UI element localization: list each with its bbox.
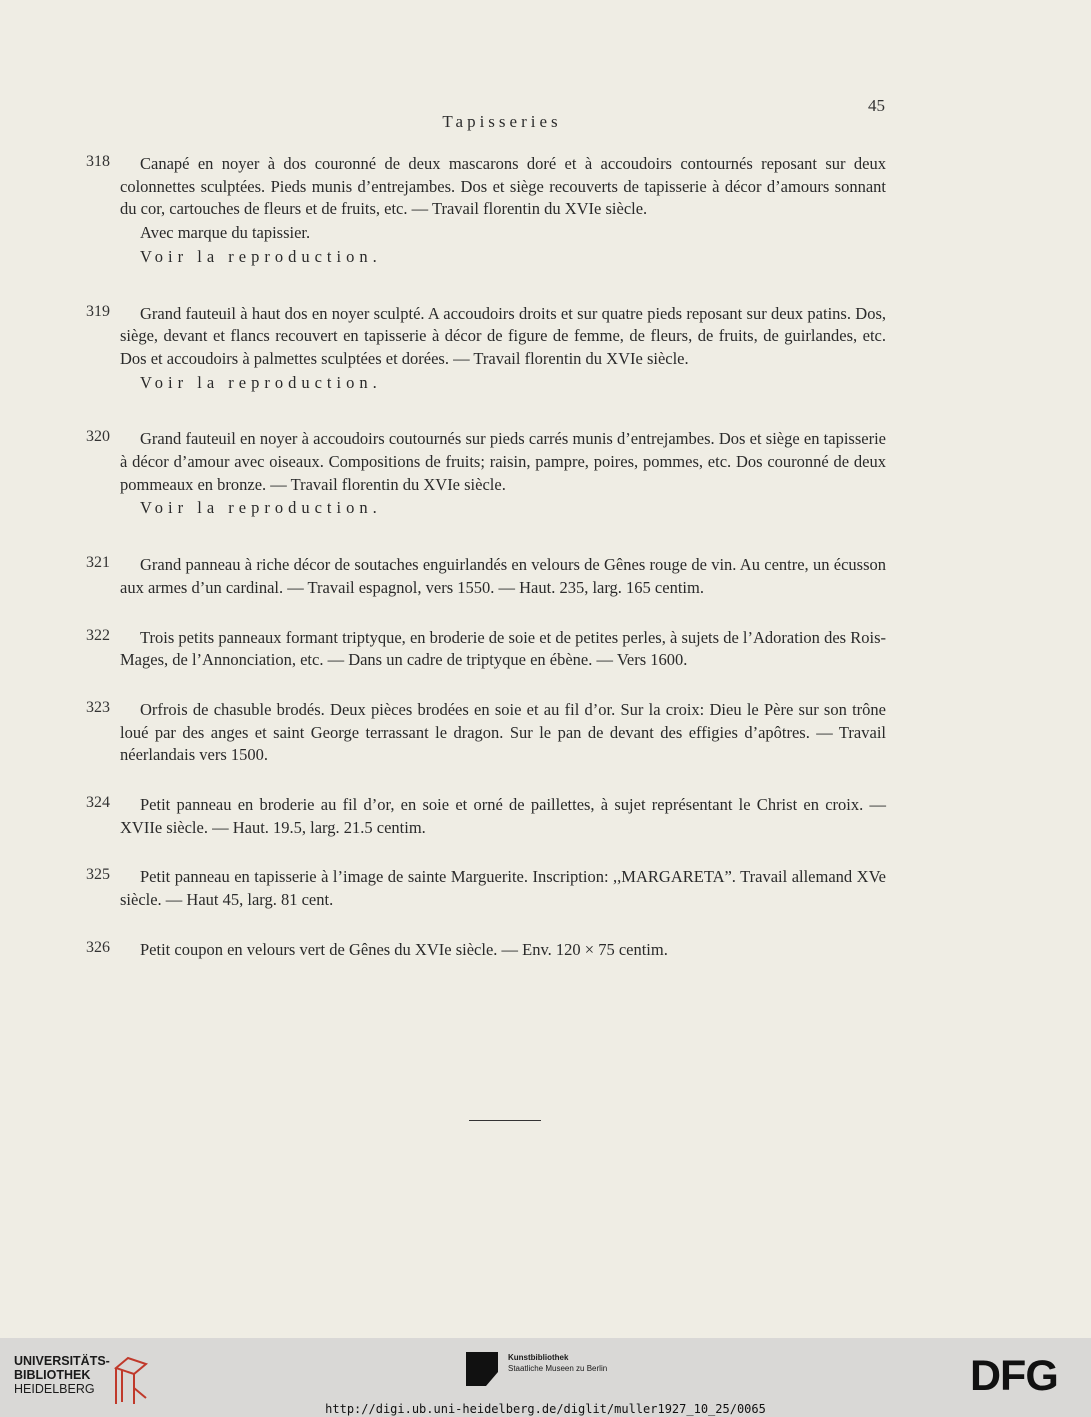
running-title: Tapisseries — [442, 112, 562, 131]
university-emblem-icon — [110, 1354, 150, 1406]
entry-reference: Voir la reproduction. — [140, 246, 382, 266]
dfg-logo[interactable]: DFG — [970, 1352, 1058, 1400]
entry-322 — [86, 627, 886, 672]
source-url[interactable]: http://digi.ub.uni-heidelberg.de/diglit/muller1927_10_25/0065 — [325, 1402, 766, 1416]
catalogue-entries — [86, 153, 886, 976]
kunstbibliothek-logo[interactable] — [466, 1352, 636, 1388]
entry-326 — [86, 939, 886, 962]
entry-text: Orfrois de chasuble brodés. Deux pièces brodées en soie et au fil d’or. Sur la croix: Dieu le Père sur son trône loué par des anges et saint George terrassant le dragon. Sur le pan de devant des effigies d’apôtres. — Travail néerlandais vers 1500. — [120, 699, 886, 765]
entry-325 — [86, 866, 886, 911]
kunstbibliothek-emblem-icon — [466, 1352, 498, 1386]
entry-text: Petit panneau en broderie au fil d’or, en soie et orné de paillettes, à sujet représentant le Christ en croix. — XVIIe siècle. — Haut. 19.5, larg. 21.5 centim. — [120, 795, 886, 837]
entry-number: 321 — [86, 554, 110, 572]
entry-320 — [86, 428, 886, 520]
entry-number: 324 — [86, 794, 110, 812]
entry-number: 325 — [86, 866, 110, 884]
entry-319 — [86, 303, 886, 395]
entry-text: Grand fauteuil à haut dos en noyer sculpté. A accoudoirs droits et sur quatre pieds reposant sur deux patins. Dos, siège, devant et flancs recouvert en tapisserie à décor de figure de femme, de fleurs, de fruits, de guirlandes, etc. Dos et accoudoirs à palmettes sculptées et dorées. — Travail florentin du XVIe siècle. — [120, 303, 886, 368]
entry-reference: Voir la reproduction. — [140, 372, 382, 392]
entry-number: 319 — [86, 302, 110, 320]
entry-text: Grand panneau à riche décor de soutaches enguirlandés en velours de Gênes rouge de vin. Au centre, un écusson aux armes d’un cardinal. — Travail espagnol, vers 1550. — Haut. 235, larg. 165 centim. — [120, 555, 886, 597]
university-library-logo[interactable] — [14, 1354, 164, 1406]
entry-text: Canapé en noyer à dos couronné de deux mascarons doré et à accoudoirs contournés reposant sur deux colonnettes sculptées. Pieds munis d’entrejambes. Dos et siège recouverts de tapisserie à décor d’amours sonnant du cor, cartouches de fleurs et de fruits, etc. — Travail florentin du XVIe siècle. — [120, 154, 886, 219]
university-library-name: UNIVERSITÄTS- BIBLIOTHEK HEIDELBERG — [14, 1354, 110, 1396]
entry-text: Petit panneau en tapisserie à l’image de sainte Marguerite. Inscription: ,,MARGARETA”. Travail allemand XVe siècle. — Haut 45, larg. 81 cent. — [120, 867, 886, 910]
entry-text: Petit coupon en velours vert de Gênes du XVIe siècle. — Env. 120 × 75 centim. — [140, 939, 668, 959]
entry-324 — [86, 794, 886, 839]
closing-rule — [469, 1120, 541, 1121]
entry-text: Grand fauteuil en noyer à accoudoirs coutournés sur pieds carrés munis d’entrejambes. Dos et siège en tapisserie à décor d’amour avec oiseaux. Compositions de fruits; raisin, pampre, poires, pommes, etc. Dos couronné de deux pommeaux en bronze. — Travail florentin du XVIe siècle. — [120, 429, 886, 494]
kunstbibliothek-name: Kunstbibliothek Staatliche Museen zu Berlin — [508, 1353, 608, 1373]
entry-323 — [86, 699, 886, 767]
entry-318 — [86, 153, 886, 269]
entry-note: Avec marque du tapissier. — [140, 223, 311, 243]
entry-text: Trois petits panneaux formant triptyque, en broderie de soie et de petites perles, à sujets de l’Adoration des Rois-Mages, de l’Annonciation, etc. — Dans un cadre de triptyque en ébène. — Vers 1600. — [120, 627, 886, 670]
entry-reference: Voir la reproduction. — [140, 498, 382, 518]
entry-number: 318 — [86, 153, 110, 170]
viewer-footer — [0, 1338, 1091, 1417]
entry-number: 326 — [86, 938, 110, 956]
page-number: 45 — [868, 96, 885, 115]
entry-321 — [86, 554, 886, 599]
entry-number: 322 — [86, 626, 110, 644]
entry-number: 323 — [86, 698, 110, 716]
entry-number: 320 — [86, 428, 110, 446]
